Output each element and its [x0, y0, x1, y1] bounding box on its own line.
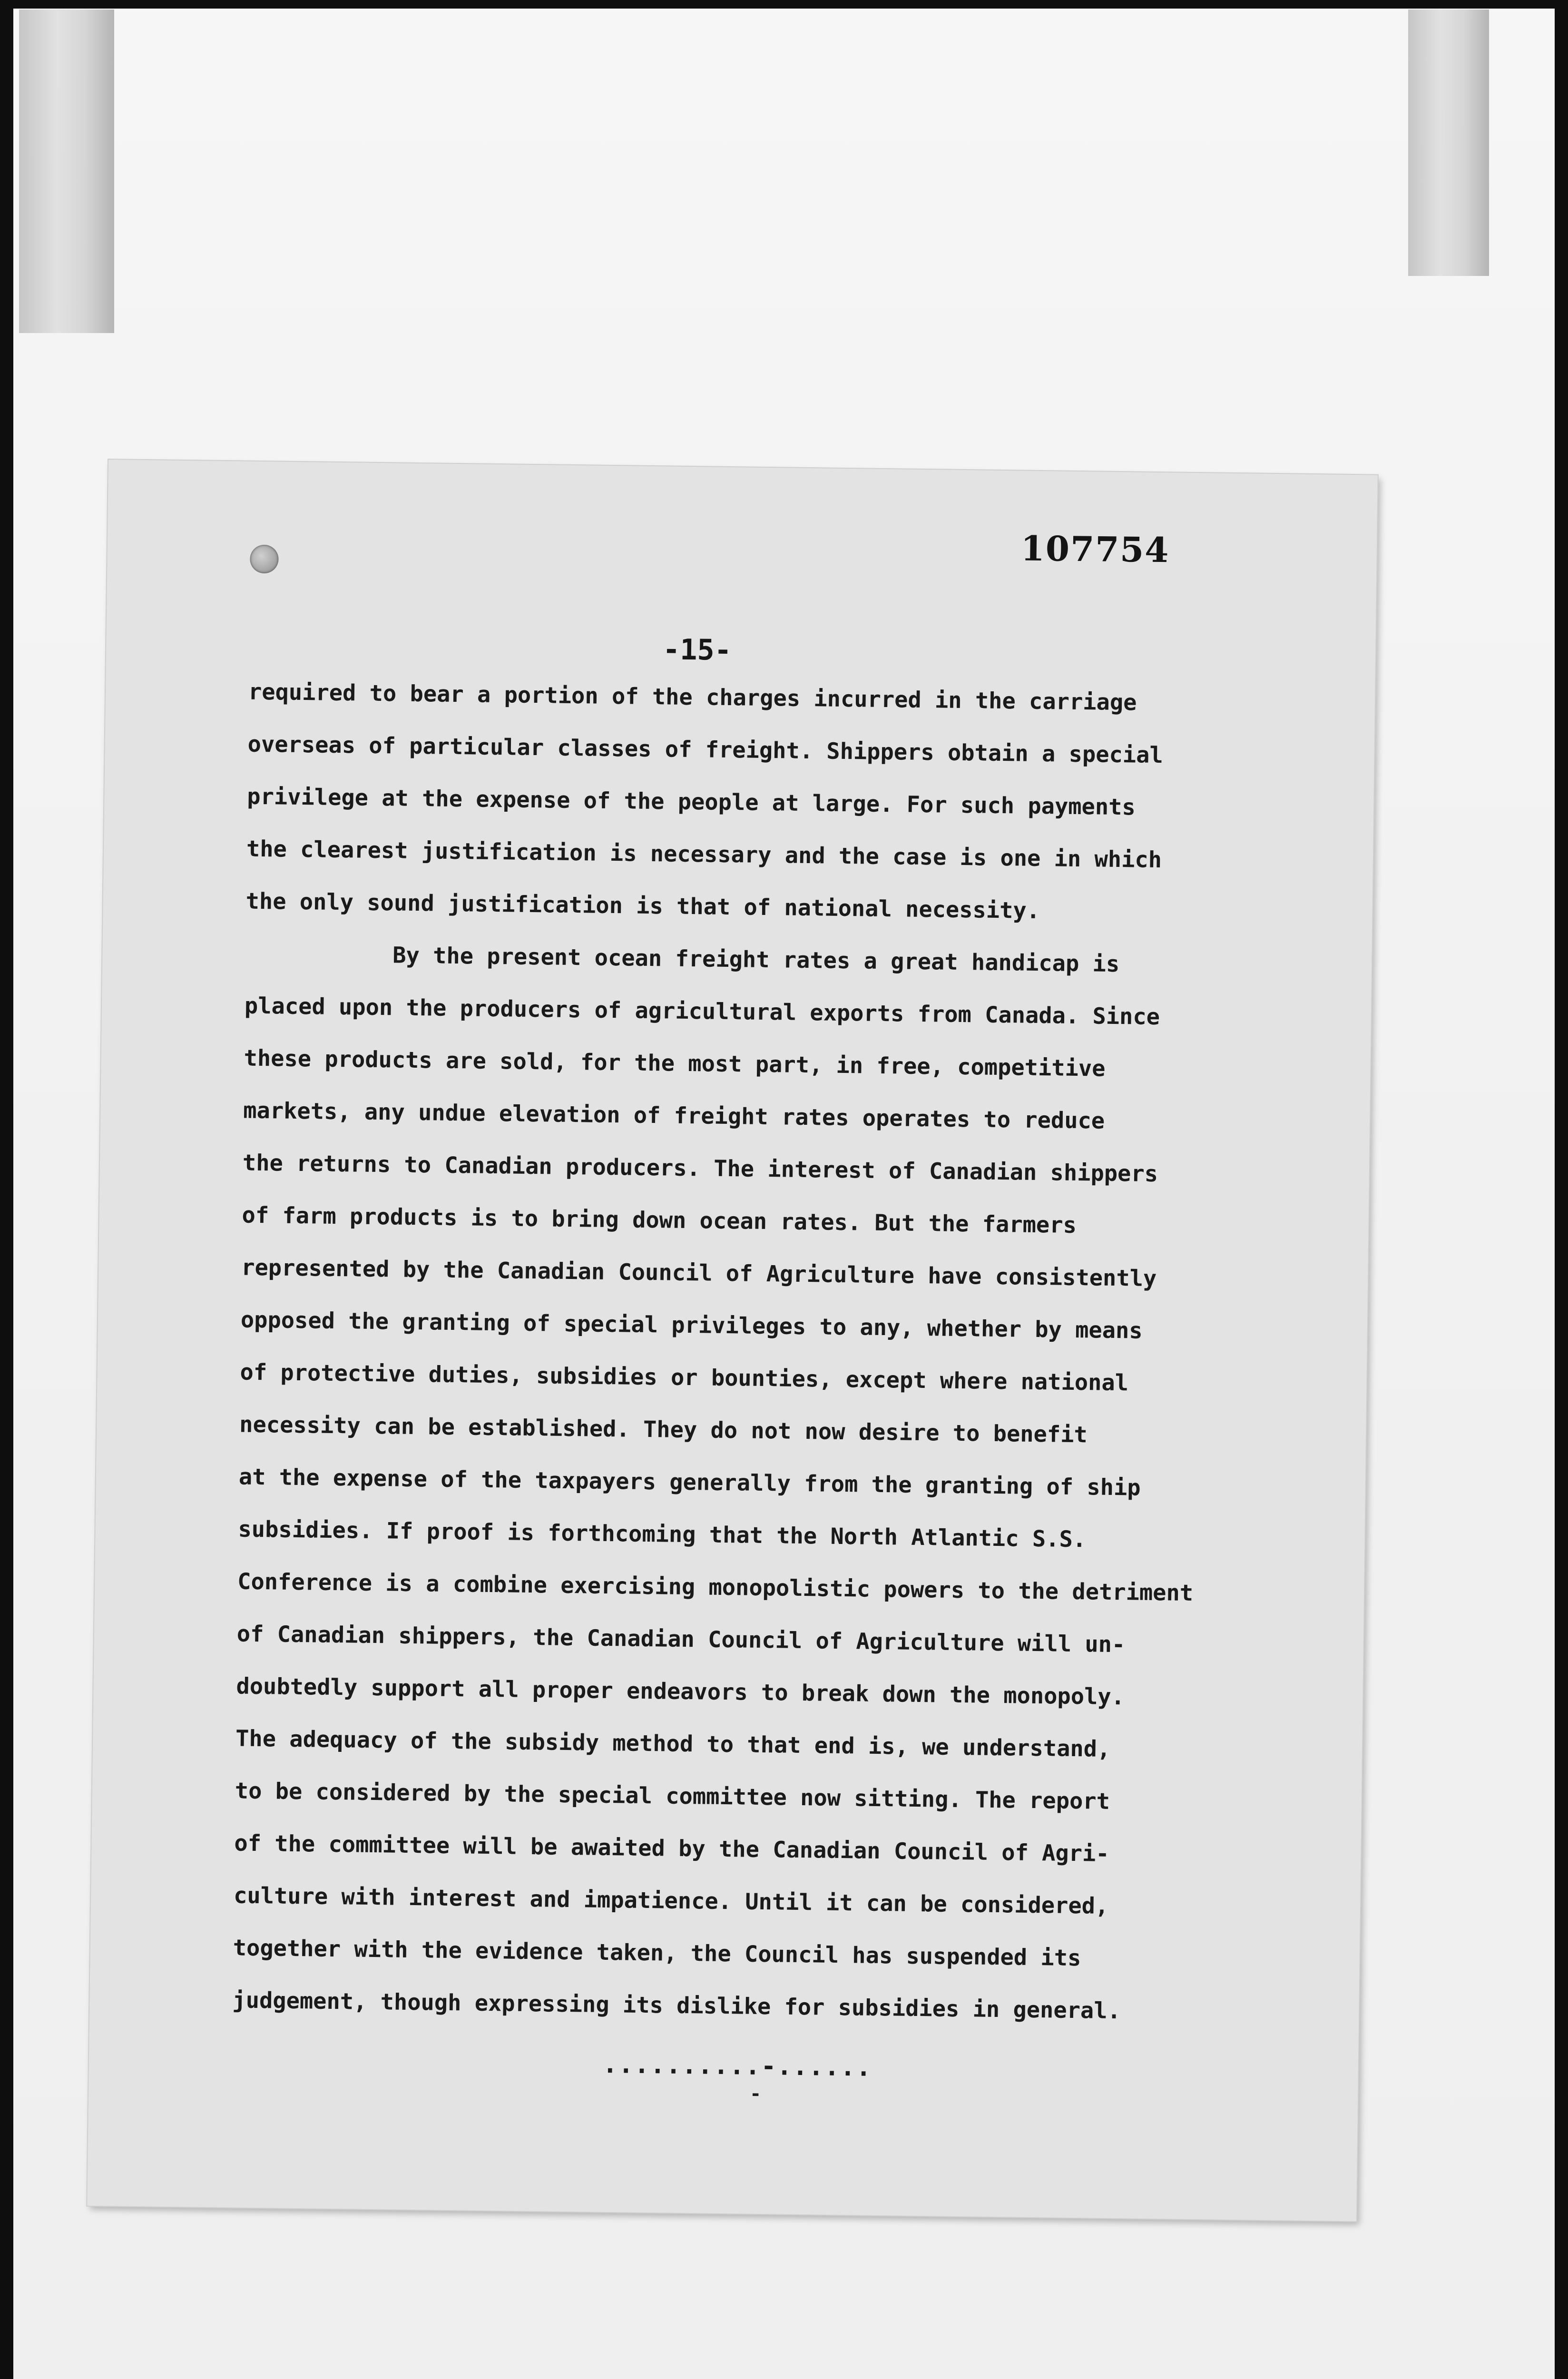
- text-line: culture with interest and impatience. Until it can be considered,: [233, 1882, 1109, 1919]
- text-line: doubtedly support all proper endeavors to break down the monopoly.: [236, 1673, 1125, 1711]
- text-line: subsidies. If proof is forthcoming that the North Atlantic S.S.: [238, 1516, 1087, 1553]
- text-line: necessity can be established. They do not now desire to benefit: [239, 1411, 1088, 1448]
- tape-top-left: [19, 10, 114, 333]
- text-line: By the present ocean freight rates a great handicap is: [392, 942, 1120, 978]
- text-line: Conference is a combine exercising monopolistic powers to the detriment: [237, 1568, 1194, 1607]
- tape-top-right: [1408, 10, 1489, 276]
- text-line: to be considered by the special committee now sitting. The report: [235, 1778, 1110, 1815]
- text-line: together with the evidence taken, the Council has suspended its: [233, 1935, 1081, 1972]
- text-line: of the committee will be awaited by the Canadian Council of Agri-: [234, 1830, 1109, 1867]
- text-line: of protective duties, subsidies or bounties, except where national: [240, 1359, 1129, 1396]
- terminal-mark: ..........-......: [602, 2050, 872, 2082]
- text-line: the only sound justification is that of national necessity.: [245, 888, 1040, 924]
- text-line: of Canadian shippers, the Canadian Council of Agriculture will un-: [236, 1621, 1126, 1658]
- text-line: at the expense of the taxpayers generally from the granting of ship: [238, 1464, 1141, 1501]
- text-line: privilege at the expense of the people at large. For such payments: [247, 783, 1136, 821]
- typed-letter-page: [87, 460, 1378, 2221]
- text-line: opposed the granting of special privileges to any, whether by means: [240, 1307, 1143, 1344]
- body-text: [232, 666, 1286, 2039]
- text-line: judgement, though expressing its dislike for subsidies in general.: [232, 1987, 1121, 2025]
- text-line: The adequacy of the subsidy method to that end is, we understand,: [235, 1725, 1111, 1762]
- terminal-dash: -: [749, 2083, 762, 2105]
- text-line: these products are sold, for the most part, in free, competitive: [244, 1045, 1106, 1082]
- punch-hole: [250, 545, 279, 574]
- text-line: the returns to Canadian producers. The interest of Canadian shippers: [242, 1150, 1158, 1188]
- text-line: of farm products is to bring down ocean rates. But the farmers: [242, 1202, 1077, 1239]
- page-number: -15-: [662, 633, 732, 668]
- text-line: the clearest justification is necessary and the case is one in which: [246, 836, 1162, 874]
- text-line: overseas of particular classes of freight. Shippers obtain a special: [247, 731, 1164, 769]
- text-line: required to bear a portion of the charges incurred in the carriage: [248, 678, 1137, 716]
- text-line: markets, any undue elevation of freight rates operates to reduce: [243, 1097, 1105, 1134]
- text-line: represented by the Canadian Council of Agriculture have consistently: [241, 1254, 1157, 1292]
- folio-number: 107754: [1020, 528, 1170, 570]
- text-line: placed upon the producers of agricultural exports from Canada. Since: [244, 993, 1160, 1031]
